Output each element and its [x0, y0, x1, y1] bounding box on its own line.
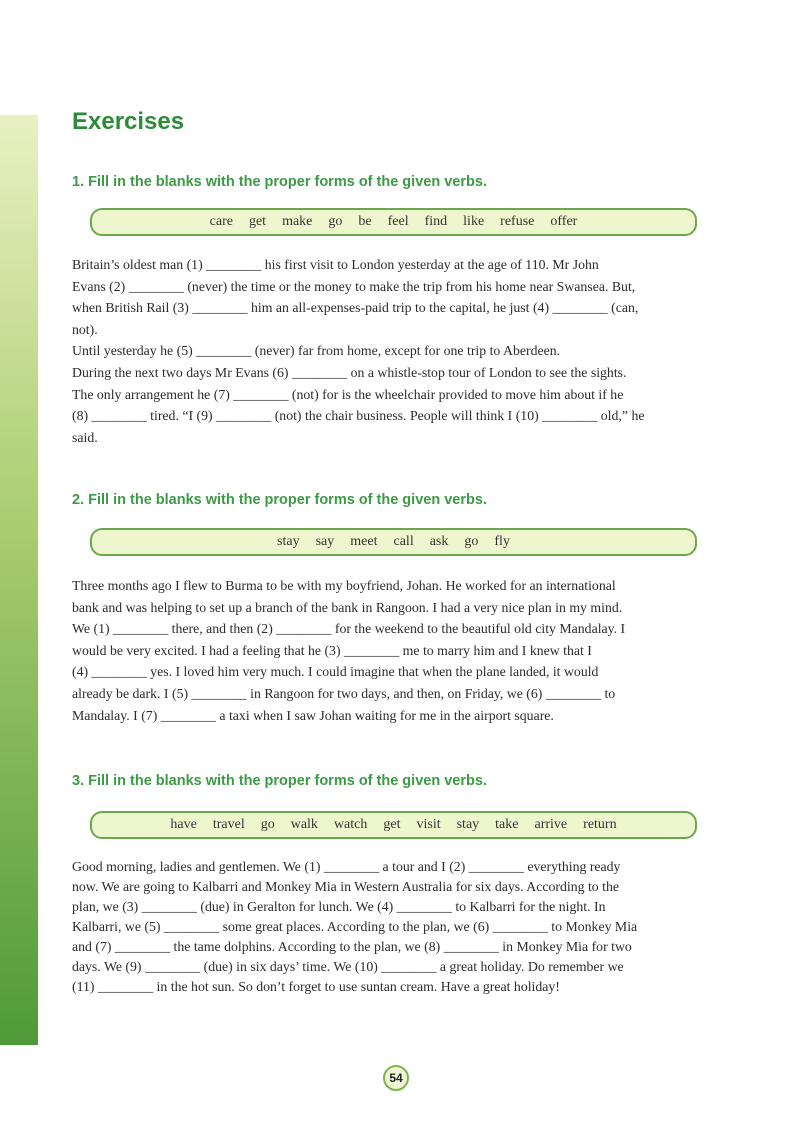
decorative-side-bar: [0, 115, 38, 1045]
word-item: get: [383, 817, 401, 832]
passage-line: would be very excited. I had a feeling that he (3) ________ me to marry him and I knew that I: [72, 642, 592, 658]
passage-line: During the next two days Mr Evans (6) ________ on a whistle-stop tour of London to see the sights.: [72, 364, 627, 380]
passage-line: said.: [72, 429, 98, 445]
passage-line: We (1) ________ there, and then (2) ________ for the weekend to the beautiful old city Mandalay. I: [72, 621, 626, 637]
exercise-1-heading: 1. Fill in the blanks with the proper forms of the given verbs.: [72, 174, 487, 190]
word-item: make: [282, 214, 313, 229]
word-item: take: [495, 817, 519, 832]
exercise-3-heading: 3. Fill in the blanks with the proper forms of the given verbs.: [72, 773, 487, 789]
exercise-2-word-box: [90, 528, 697, 556]
word-item: walk: [290, 817, 318, 832]
word-item: offer: [550, 214, 578, 229]
exercise-1-passage: [72, 254, 720, 448]
word-item: stay: [277, 534, 300, 549]
passage-line: (11) ________ in the hot sun. So don’t forget to use suntan cream. Have a great holiday!: [72, 979, 560, 994]
word-item: return: [583, 817, 617, 832]
page-title: Exercises: [72, 108, 185, 135]
word-item: fly: [494, 534, 510, 549]
passage-line: Good morning, ladies and gentlemen. We (1) ________ a tour and I (2) ________ everything ready: [72, 859, 621, 874]
word-item: say: [315, 534, 335, 549]
word-item: care: [209, 214, 233, 229]
word-item: call: [393, 534, 414, 549]
exercise-2-heading: 2. Fill in the blanks with the proper forms of the given verbs.: [72, 492, 487, 508]
passage-line: bank and was helping to set up a branch of the bank in Rangoon. I had a very nice plan in my mind.: [72, 599, 623, 615]
exercise-3-passage: [72, 857, 720, 997]
word-item: find: [424, 214, 448, 229]
passage-line: not).: [72, 321, 98, 337]
passage-line: already be dark. I (5) ________ in Rangoon for two days, and then, on Friday, we (6) ________ to: [72, 685, 616, 701]
exercise-3-word-box: [90, 811, 697, 839]
passage-line: plan, we (3) ________ (due) in Geralton for lunch. We (4) ________ to Kalbarri for the night. In: [72, 899, 606, 914]
word-item: refuse: [500, 214, 535, 229]
passage-line: (4) ________ yes. I loved him very much. I could imagine that when the plane landed, it would: [72, 664, 599, 680]
word-item: be: [358, 214, 372, 229]
passage-line: (8) ________ tired. “I (9) ________ (not) the chair business. People will think I (10) ________ old,” he: [72, 408, 645, 424]
word-item: go: [328, 214, 343, 229]
passage-line: Mandalay. I (7) ________ a taxi when I saw Johan waiting for me in the airport square.: [72, 707, 554, 723]
word-item: visit: [416, 817, 441, 832]
exercise-2-passage: [72, 575, 720, 726]
passage-line: when British Rail (3) ________ him an all-expenses-paid trip to the capital, he just (4) ________ (can,: [72, 300, 639, 316]
word-item: get: [248, 214, 267, 229]
word-item: like: [463, 214, 485, 229]
word-item: watch: [333, 817, 368, 832]
word-item: have: [170, 817, 197, 832]
passage-line: days. We (9) ________ (due) in six days’ time. We (10) ________ a great holiday. Do remember we: [72, 959, 624, 974]
word-item: arrive: [534, 817, 568, 832]
passage-line: Britain’s oldest man (1) ________ his first visit to London yesterday at the age of 110. Mr John: [72, 257, 599, 272]
page-number-badge: 54: [383, 1065, 409, 1091]
exercise-1-word-box: [90, 208, 697, 236]
word-item: feel: [387, 214, 409, 229]
passage-line: Until yesterday he (5) ________ (never) far from home, except for one trip to Aberdeen.: [72, 343, 561, 359]
passage-line: and (7) ________ the tame dolphins. According to the plan, we (8) ________ in Monkey Mia for two: [72, 939, 632, 954]
word-item: ask: [429, 534, 449, 549]
word-item: meet: [350, 534, 378, 549]
passage-line: The only arrangement he (7) ________ (not) for is the wheelchair provided to move him about if he: [72, 386, 624, 402]
passage-line: Evans (2) ________ (never) the time or the money to make the trip from his home near Swansea. But,: [72, 278, 636, 294]
word-item: travel: [212, 817, 245, 832]
passage-line: Kalbarri, we (5) ________ some great places. According to the plan, we (6) ________ to Monkey Mia: [72, 919, 638, 934]
passage-line: now. We are going to Kalbarri and Monkey Mia in Western Australia for six days. According to the: [72, 879, 619, 894]
passage-line: Three months ago I flew to Burma to be with my boyfriend, Johan. He worked for an international: [72, 578, 616, 593]
word-item: stay: [456, 817, 480, 832]
word-item: go: [260, 817, 275, 832]
word-item: go: [464, 534, 479, 549]
